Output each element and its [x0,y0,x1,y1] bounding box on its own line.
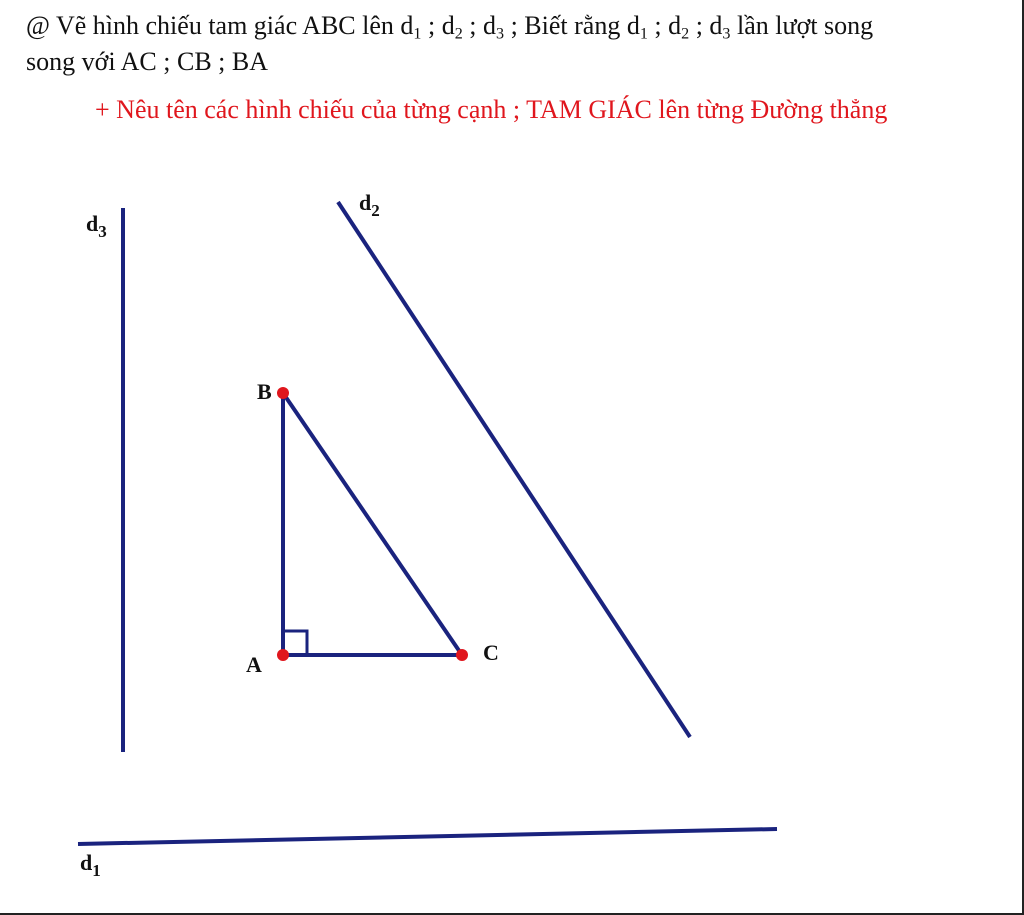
problem-sep-3: ; d [647,11,682,40]
point-b [277,387,289,399]
problem-line-2: song với AC ; CB ; BA [26,47,269,76]
label-d1 [80,850,101,880]
problem-sep-1: ; d [421,11,455,40]
instruction-text: + Nêu tên các hình chiếu của từng cạnh ; TAM GIÁC lên từng Đường thẳng [95,95,888,124]
label-d3 [86,211,107,241]
label-d2-name: d [359,190,372,215]
d3-subscript-2: 3 [722,25,731,43]
d3-subscript: 3 [496,25,505,43]
label-d2 [359,190,380,220]
label-d1-sub: 1 [92,861,101,880]
label-d2-sub: 2 [371,201,380,220]
problem-sep-4: ; d [689,11,723,40]
d1-subscript-2: 1 [639,25,648,43]
line-d1 [78,829,777,844]
point-a [277,649,289,661]
label-a: A [246,652,262,677]
problem-sep-2: ; d [462,11,496,40]
label-c: C [483,640,499,665]
label-d1-name: d [80,850,93,875]
label-d3-sub: 3 [98,222,107,241]
side-bc [283,393,462,655]
label-b: B [257,379,272,404]
d1-subscript: 1 [413,25,422,43]
problem-text-start: @ Vẽ hình chiếu tam giác ABC lên d [26,11,414,40]
label-d3-name: d [86,211,99,236]
d2-subscript-2: 2 [681,25,690,43]
problem-end-line-1: lần lượt song [730,11,874,40]
problem-mid: ; Biết rằng d [504,11,640,40]
d2-subscript: 2 [454,25,463,43]
point-c [456,649,468,661]
